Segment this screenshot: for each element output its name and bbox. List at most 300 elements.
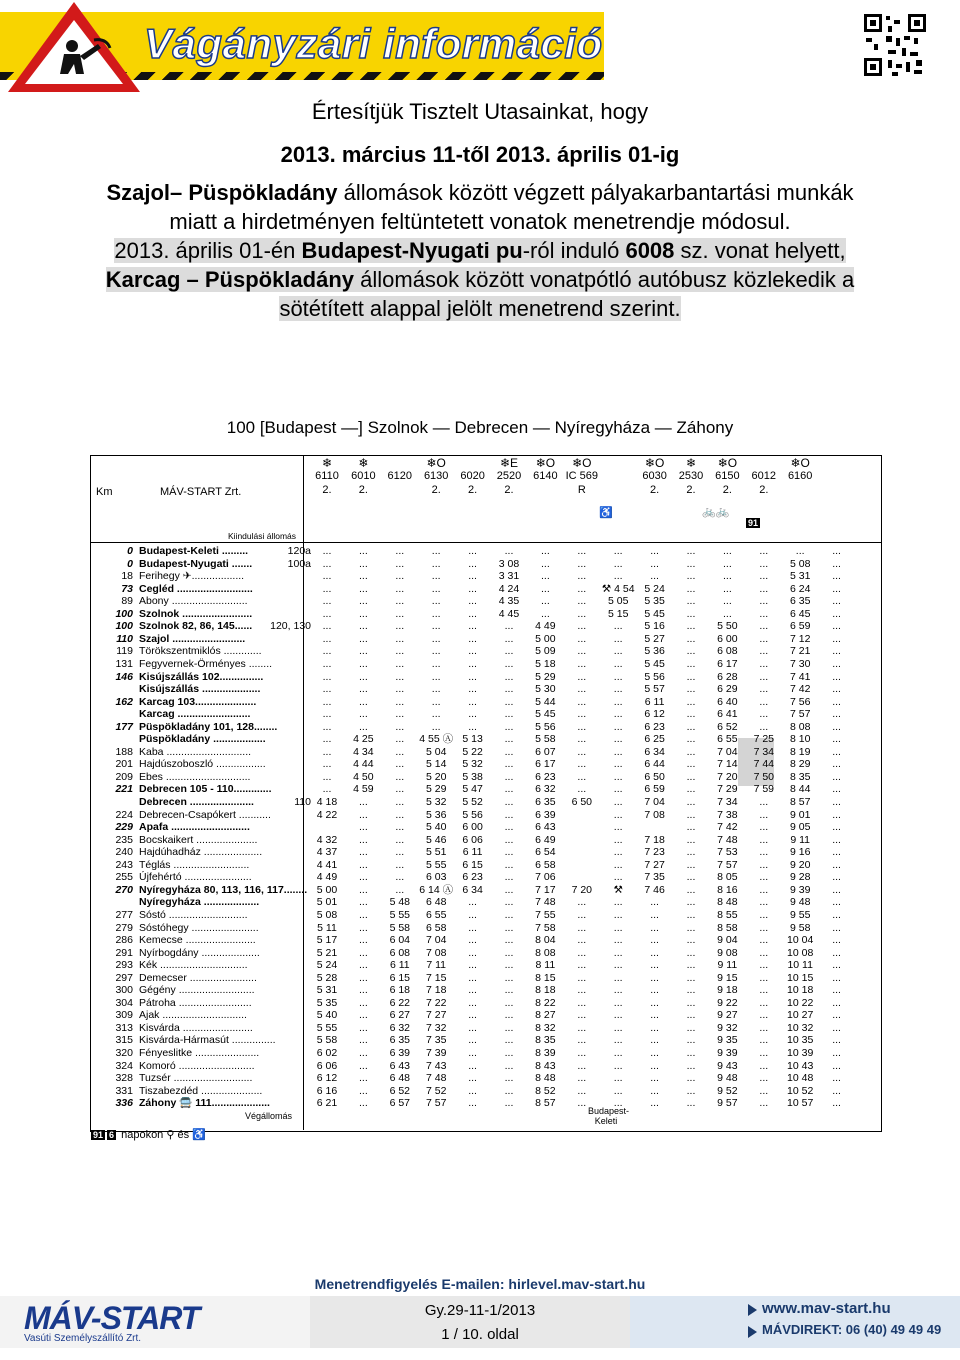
time-cell: 8 04 xyxy=(535,934,556,947)
time-cell: ... xyxy=(504,921,514,934)
intro-bus-section: Karcag – Püspökladány xyxy=(105,267,355,292)
time-cell: ... xyxy=(359,908,368,921)
time-cell: ... xyxy=(759,657,769,670)
station-name: Ajak ............................. xyxy=(139,1009,247,1022)
time-cell: 3 08 xyxy=(498,557,520,570)
time-cell: ... xyxy=(832,695,841,708)
time-cell: ... xyxy=(759,858,769,871)
time-cell: ... xyxy=(504,871,514,884)
time-cell: ... xyxy=(504,745,514,758)
time-cell: ... xyxy=(650,984,659,997)
time-cell: ... xyxy=(504,695,514,708)
time-cell: ... xyxy=(759,1059,769,1072)
time-cell: 6 59 xyxy=(789,620,811,633)
time-cell: ... xyxy=(359,607,368,620)
time-cell: ... xyxy=(832,946,841,959)
time-cell: 9 32 xyxy=(717,1021,738,1034)
time-cell: ... xyxy=(359,1009,368,1022)
banner-title: Vágányzári információ xyxy=(144,20,603,67)
time-cell: 5 35 xyxy=(316,996,338,1009)
time-cell: 6 00 xyxy=(717,632,738,645)
time-cell: 5 56 xyxy=(644,670,665,683)
train-sym: ❄O xyxy=(790,456,810,470)
time-cell: 9 04 xyxy=(717,934,738,947)
time-cell: ... xyxy=(686,720,696,733)
station-name: Ebes ............................. xyxy=(139,770,251,783)
time-cell: ... xyxy=(832,821,841,834)
train-sym: ❄E xyxy=(499,456,519,470)
time-cell: 5 57 xyxy=(644,683,665,696)
time-cell: 6 03 xyxy=(425,871,447,884)
time-cell: 5 00 xyxy=(316,883,338,896)
time-cell: 7 15 xyxy=(425,971,447,984)
time-cell: ... xyxy=(395,582,405,595)
time-cell: ... xyxy=(686,582,696,595)
time-cell: 5 50 xyxy=(717,620,738,633)
time-cell: ... xyxy=(686,557,696,570)
train-header xyxy=(782,456,818,483)
time-cell: 4 55 Ⓐ xyxy=(419,733,454,746)
time-cell: 5 24 xyxy=(644,582,665,595)
time-cell: ... xyxy=(431,632,441,645)
time-cell: ... xyxy=(577,620,587,633)
time-cell: ... xyxy=(613,1021,623,1034)
time-cell: ... xyxy=(359,1097,368,1110)
timetable-row xyxy=(91,1022,880,1035)
time-cell: ... xyxy=(686,708,696,721)
time-cell: ... xyxy=(686,657,696,670)
station-name: Nyíregyháza 80, 113, 116, 117........ xyxy=(139,883,308,896)
time-cell: 5 58 xyxy=(389,921,411,934)
time-cell: ... xyxy=(832,557,841,570)
time-cell: 7 20 xyxy=(717,770,738,783)
time-cell: ... xyxy=(359,620,368,633)
time-cell: ... xyxy=(504,545,514,557)
time-cell: ... xyxy=(431,708,441,721)
time-cell: ... xyxy=(759,1009,769,1022)
train-header xyxy=(746,456,782,497)
train-num: 6150 xyxy=(715,470,740,482)
time-cell: 5 32 xyxy=(425,796,447,808)
time-cell: 5 31 xyxy=(316,984,338,997)
time-cell: ... xyxy=(686,1047,696,1059)
time-cell: ... xyxy=(468,545,477,557)
station-name: Újfehértó ....................... xyxy=(139,871,252,884)
time-cell: ... xyxy=(613,1047,623,1059)
station-name: Sóstó ........................... xyxy=(139,908,248,921)
time-cell: ... xyxy=(759,896,769,909)
time-cell: 8 35 xyxy=(789,770,811,783)
time-cell: ... xyxy=(504,758,514,771)
time-cell: ... xyxy=(613,984,623,997)
time-cell: ... xyxy=(468,1047,477,1059)
timetable-row xyxy=(91,608,880,621)
time-cell: ... xyxy=(759,695,769,708)
time-cell: 5 14 xyxy=(425,758,447,771)
time-cell: 6 35 xyxy=(535,796,556,808)
station-name: Szajol ......................... xyxy=(139,632,246,645)
time-cell: 6 00 xyxy=(462,821,483,834)
time-cell: ... xyxy=(613,934,623,947)
time-cell: ... xyxy=(686,846,696,859)
train-sym xyxy=(382,456,418,469)
km-value: 209 xyxy=(115,770,133,783)
time-cell: ... xyxy=(650,1009,659,1022)
time-cell: ... xyxy=(832,1021,841,1034)
time-cell: 8 27 xyxy=(535,1009,556,1022)
train-cls: 2. xyxy=(322,484,332,496)
time-cell: ... xyxy=(395,821,405,834)
time-cell: 7 42 xyxy=(717,821,738,834)
time-cell: 5 40 xyxy=(425,821,447,834)
time-cell: 5 55 xyxy=(316,1021,338,1034)
time-cell: ... xyxy=(359,595,368,608)
time-cell: ... xyxy=(504,846,514,859)
station-name: Bocskaikert ..................... xyxy=(139,833,258,846)
time-cell: ... xyxy=(650,959,659,972)
time-cell: ... xyxy=(468,570,477,583)
timetable-row xyxy=(91,947,880,960)
time-cell: ... xyxy=(395,645,405,658)
km-value: 270 xyxy=(115,883,133,896)
time-cell: ... xyxy=(322,570,332,583)
time-cell: 5 27 xyxy=(644,632,665,645)
time-cell: ... xyxy=(468,921,477,934)
time-cell: ... xyxy=(686,821,696,834)
time-cell: 7 48 xyxy=(425,1072,447,1085)
km-value: 177 xyxy=(115,720,133,733)
time-cell: 10 22 xyxy=(787,996,814,1009)
time-cell: 10 57 xyxy=(787,1097,814,1110)
km-value: 328 xyxy=(115,1072,133,1085)
time-cell: 10 35 xyxy=(787,1034,814,1047)
time-cell: 9 27 xyxy=(717,1009,738,1022)
km-value: 291 xyxy=(115,946,133,959)
time-cell: ... xyxy=(759,908,769,921)
time-cell: ... xyxy=(686,595,696,608)
time-cell: 9 39 xyxy=(789,883,811,896)
time-cell: 10 39 xyxy=(787,1047,814,1059)
time-cell: ... xyxy=(431,683,441,696)
time-cell: ... xyxy=(395,733,405,746)
time-cell: 4 35 xyxy=(498,595,520,608)
time-cell: ... xyxy=(577,1047,587,1059)
time-cell: ... xyxy=(395,632,405,645)
time-cell: ... xyxy=(759,821,769,834)
intro-line-6 xyxy=(40,265,920,294)
time-cell: ... xyxy=(650,921,659,934)
time-cell: ... xyxy=(431,607,441,620)
timetable-row xyxy=(91,696,880,709)
time-cell: 6 44 xyxy=(644,758,665,771)
time-cell: 9 22 xyxy=(717,996,738,1009)
timetable-header-divider xyxy=(90,542,882,543)
train-cls: 2. xyxy=(431,484,441,496)
time-cell: 6 32 xyxy=(535,783,556,796)
time-cell: 9 39 xyxy=(717,1047,738,1059)
km-value: 293 xyxy=(115,959,133,972)
time-cell: 5 48 xyxy=(389,896,411,909)
time-cell: ... xyxy=(759,959,769,972)
time-cell: 5 51 xyxy=(425,846,447,859)
km-value: 18 xyxy=(121,570,133,583)
time-cell: ... xyxy=(613,620,623,633)
timetable-row xyxy=(91,884,880,897)
time-cell: ... xyxy=(723,607,732,620)
time-cell: 6 08 xyxy=(717,645,738,658)
time-cell: ... xyxy=(359,1021,368,1034)
page-number: 1 / 10. oldal xyxy=(441,1326,519,1343)
time-cell: 6 07 xyxy=(535,745,556,758)
train-num: 6030 xyxy=(642,470,667,482)
time-cell: ... xyxy=(359,946,368,959)
time-cell: ... xyxy=(832,1084,841,1097)
time-cell: ... xyxy=(359,720,368,733)
time-cell: ... xyxy=(322,657,332,670)
time-cell: ... xyxy=(613,796,623,808)
km-value: 73 xyxy=(121,582,133,595)
time-cell: ... xyxy=(577,758,587,771)
time-cell: ... xyxy=(613,733,623,746)
timetable-row xyxy=(91,771,880,784)
time-cell: ... xyxy=(468,1021,477,1034)
time-cell: ... xyxy=(832,733,841,746)
time-cell: ... xyxy=(832,670,841,683)
time-cell: 9 08 xyxy=(717,946,738,959)
time-cell: ... xyxy=(613,959,623,972)
time-cell: ... xyxy=(395,708,405,721)
intro-line-6-text: állomások között vonatpótló autóbusz közlekedik a xyxy=(354,267,855,292)
timetable-row xyxy=(91,783,880,796)
train-header xyxy=(382,456,418,483)
time-cell: ... xyxy=(686,545,696,557)
time-cell: ... xyxy=(541,607,550,620)
time-cell: ... xyxy=(650,996,659,1009)
time-cell: 5 28 xyxy=(316,971,338,984)
time-cell: 7 08 xyxy=(644,808,665,821)
time-cell: 5 46 xyxy=(425,833,447,846)
time-cell: ... xyxy=(832,632,841,645)
time-cell: ... xyxy=(504,1072,514,1085)
time-cell: ... xyxy=(759,582,769,595)
time-cell: ... xyxy=(723,582,732,595)
time-cell: ... xyxy=(759,846,769,859)
time-cell: ... xyxy=(832,996,841,1009)
time-cell: 5 17 xyxy=(316,934,338,947)
intro-line-7 xyxy=(40,294,920,323)
time-cell: ... xyxy=(613,1072,623,1085)
time-cell: ... xyxy=(322,620,332,633)
time-cell: 7 39 xyxy=(425,1047,447,1059)
time-cell: ... xyxy=(686,783,696,796)
time-cell: ... xyxy=(650,1047,659,1059)
time-cell: ... xyxy=(759,921,769,934)
time-cell: 7 35 xyxy=(644,871,665,884)
time-cell: ... xyxy=(686,1097,696,1110)
time-cell: 9 16 xyxy=(789,846,811,859)
time-cell: ... xyxy=(686,896,696,909)
intro-train-number: 6008 xyxy=(625,238,675,263)
time-cell: 7 52 xyxy=(425,1084,447,1097)
time-cell: 6 35 xyxy=(789,595,811,608)
time-cell: 6 45 xyxy=(789,607,811,620)
time-cell: 6 24 xyxy=(789,582,811,595)
time-cell: 6 43 xyxy=(389,1059,411,1072)
station-name: Komoró .......................... xyxy=(139,1059,255,1072)
time-cell: ... xyxy=(577,645,587,658)
train-sym: ❄O xyxy=(535,456,556,470)
time-cell: ... xyxy=(322,607,332,620)
train-sym: ❄ xyxy=(685,456,697,470)
km-value: 277 xyxy=(115,908,133,921)
time-cell: 6 43 xyxy=(535,821,556,834)
time-cell: 10 04 xyxy=(787,934,814,947)
km-value: 320 xyxy=(115,1047,133,1059)
timetable-row xyxy=(91,859,880,872)
time-cell: 7 27 xyxy=(644,858,665,871)
time-cell: ... xyxy=(468,934,477,947)
time-cell: ... xyxy=(359,670,368,683)
timetable-row xyxy=(91,871,880,884)
time-cell: ... xyxy=(577,908,587,921)
station-name: Téglás .......................... xyxy=(139,858,250,871)
time-cell: ... xyxy=(577,708,587,721)
time-cell: 6 39 xyxy=(535,808,556,821)
time-cell: ... xyxy=(359,808,368,821)
time-cell: ... xyxy=(832,883,841,896)
time-cell: ... xyxy=(395,570,405,583)
time-cell: ... xyxy=(650,1097,659,1110)
time-cell: ... xyxy=(431,557,441,570)
time-cell: ... xyxy=(577,670,587,683)
station-name: Törökszentmiklós ............. xyxy=(139,645,262,658)
time-cell: 5 13 xyxy=(462,733,483,746)
time-cell: ... xyxy=(468,657,477,670)
time-cell: 7 53 xyxy=(717,846,738,859)
time-cell: ... xyxy=(395,833,405,846)
time-cell: ... xyxy=(650,1021,659,1034)
time-cell: ... xyxy=(613,808,623,821)
time-cell: ... xyxy=(359,971,368,984)
bp-keleti-note: Budapest- Keleti xyxy=(588,1106,630,1126)
time-cell: ... xyxy=(468,670,477,683)
time-cell: 7 48 xyxy=(535,896,556,909)
station-name: Abony .......................... xyxy=(139,595,248,608)
time-cell: ... xyxy=(650,1084,659,1097)
time-cell: 8 32 xyxy=(535,1021,556,1034)
time-cell: 5 31 xyxy=(789,570,811,583)
time-cell: ... xyxy=(650,545,659,557)
time-cell: 6 34 xyxy=(462,883,483,896)
time-cell: 5 30 xyxy=(535,683,556,696)
time-cell: 8 18 xyxy=(535,984,556,997)
time-cell: ... xyxy=(431,595,441,608)
train-sym xyxy=(746,456,782,469)
phone-number: MÁVDIREKT: 06 (40) 49 49 49 xyxy=(762,1322,942,1337)
time-cell: ... xyxy=(832,607,841,620)
time-cell: ... xyxy=(723,557,732,570)
time-cell: 6 55 xyxy=(717,733,738,746)
logo-subtitle: Vasúti Személyszállító Zrt. xyxy=(24,1333,142,1344)
time-cell: ... xyxy=(832,758,841,771)
time-cell: 5 45 xyxy=(644,657,665,670)
time-cell: ... xyxy=(832,896,841,909)
table-reference: 120a xyxy=(287,545,311,557)
train-sym xyxy=(819,456,855,469)
time-cell: ... xyxy=(577,1072,587,1085)
time-cell: ... xyxy=(613,1034,623,1047)
time-cell: ... xyxy=(504,883,514,896)
time-cell: ... xyxy=(686,871,696,884)
time-cell: 4 34 xyxy=(353,745,374,758)
km-value: 331 xyxy=(115,1084,133,1097)
train-cls: 2. xyxy=(686,484,696,496)
time-cell: 7 04 xyxy=(644,796,665,808)
km-value: 313 xyxy=(115,1021,133,1034)
intro-station: Budapest-Nyugati pu xyxy=(301,238,523,263)
time-cell: 7 30 xyxy=(789,657,811,670)
time-cell: 8 39 xyxy=(535,1047,556,1059)
time-cell: ... xyxy=(322,758,332,771)
time-cell: 6 52 xyxy=(717,720,738,733)
station-name: Szolnok 82, 86, 145...... xyxy=(139,620,253,633)
time-cell: 5 36 xyxy=(425,808,447,821)
train-header xyxy=(819,456,855,469)
time-cell: ... xyxy=(504,1047,514,1059)
timetable-row xyxy=(91,997,880,1010)
time-cell: ... xyxy=(650,1034,659,1047)
time-cell: 5 58 xyxy=(316,1034,338,1047)
time-cell: 6 21 xyxy=(316,1097,338,1110)
website-link[interactable]: www.mav-start.hu xyxy=(762,1300,891,1317)
station-name: Sóstóhegy ....................... xyxy=(139,921,259,934)
time-cell: ... xyxy=(650,557,659,570)
km-value: 240 xyxy=(115,846,133,859)
time-cell: ... xyxy=(395,846,405,859)
time-cell: ... xyxy=(577,921,587,934)
train-sym: ❄O xyxy=(572,456,592,470)
time-cell: 6 15 xyxy=(462,858,483,871)
km-value: 229 xyxy=(115,821,133,834)
time-cell: 6 39 xyxy=(389,1047,411,1059)
time-cell: 5 21 xyxy=(316,946,338,959)
time-cell: 10 27 xyxy=(787,1009,814,1022)
station-name: Debrecen 105 - 110............. xyxy=(139,783,272,796)
km-value: 119 xyxy=(116,645,133,658)
time-cell: ... xyxy=(359,1084,368,1097)
km-value: 100 xyxy=(115,607,133,620)
time-cell: ⚒ xyxy=(613,883,623,896)
timetable-row xyxy=(91,846,880,859)
time-cell: ... xyxy=(577,1059,587,1072)
time-cell: ... xyxy=(322,770,332,783)
km-value: 162 xyxy=(115,695,133,708)
time-cell: ... xyxy=(359,883,368,896)
table-reference: 110 xyxy=(294,796,311,808)
station-name: Budapest-Keleti ......... xyxy=(139,545,249,557)
time-cell: 5 15 xyxy=(607,607,629,620)
time-cell: ... xyxy=(504,1084,514,1097)
time-cell: ... xyxy=(359,657,368,670)
station-name: Ferihegy ✈.................. xyxy=(139,570,245,583)
time-cell: ... xyxy=(832,1072,841,1085)
time-cell: ... xyxy=(759,683,769,696)
intro-line-4: miatt a hirdetményen feltüntetett vonatok menetrendje módosul. xyxy=(169,209,791,234)
time-cell: ... xyxy=(613,683,623,696)
time-cell: ... xyxy=(359,871,368,884)
time-cell: ... xyxy=(759,971,769,984)
time-cell: ... xyxy=(686,607,696,620)
